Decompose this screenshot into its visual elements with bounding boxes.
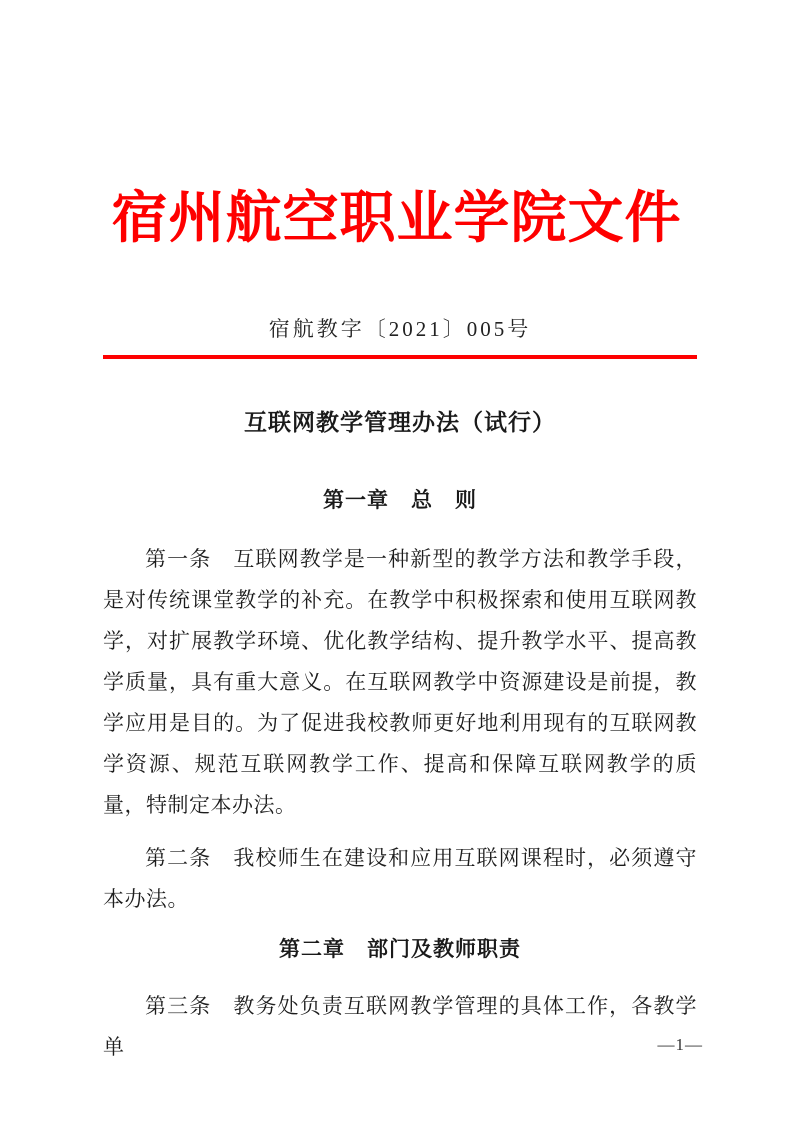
article-3-paragraph: 第三条 教务处负责互联网教学管理的具体工作，各教学单 [103,994,697,1059]
letterhead-divider-rule [103,355,697,359]
doc-reference-number: 宿航教字〔2021〕005号 [268,317,532,341]
document-body [103,407,697,1068]
article-2-paragraph: 第二条 我校师生在建设和应用互联网课程时，必须遵守本办法。 [103,846,697,911]
page-number: —1— [657,1035,703,1054]
chapter-2-heading: 第二章 部门及教师职责 [279,938,521,961]
letterhead-org-title: 宿州航空职业学院文件 [111,188,682,250]
letterhead [0,0,793,359]
article-1-paragraph: 第一条 互联网教学是一种新型的教学方法和教学手段，是对传统课堂教学的补充。在教学中积极探索和使用互联网教学，对扩展教学环境、优化教学结构、提升教学水平、提高教学质量，具有重大意义。在互联网教学中资源建设是前提，教学应用是目的。为了促进我校教师更好地利用现有的互联网教学资源、规范互联网教学工作、提高和保障互联网教学的质量，特制定本办法。 [103,547,697,817]
chapter-1-heading: 第一章 总 则 [323,489,477,512]
document-title: 互联网教学管理办法（试行） [244,409,556,435]
